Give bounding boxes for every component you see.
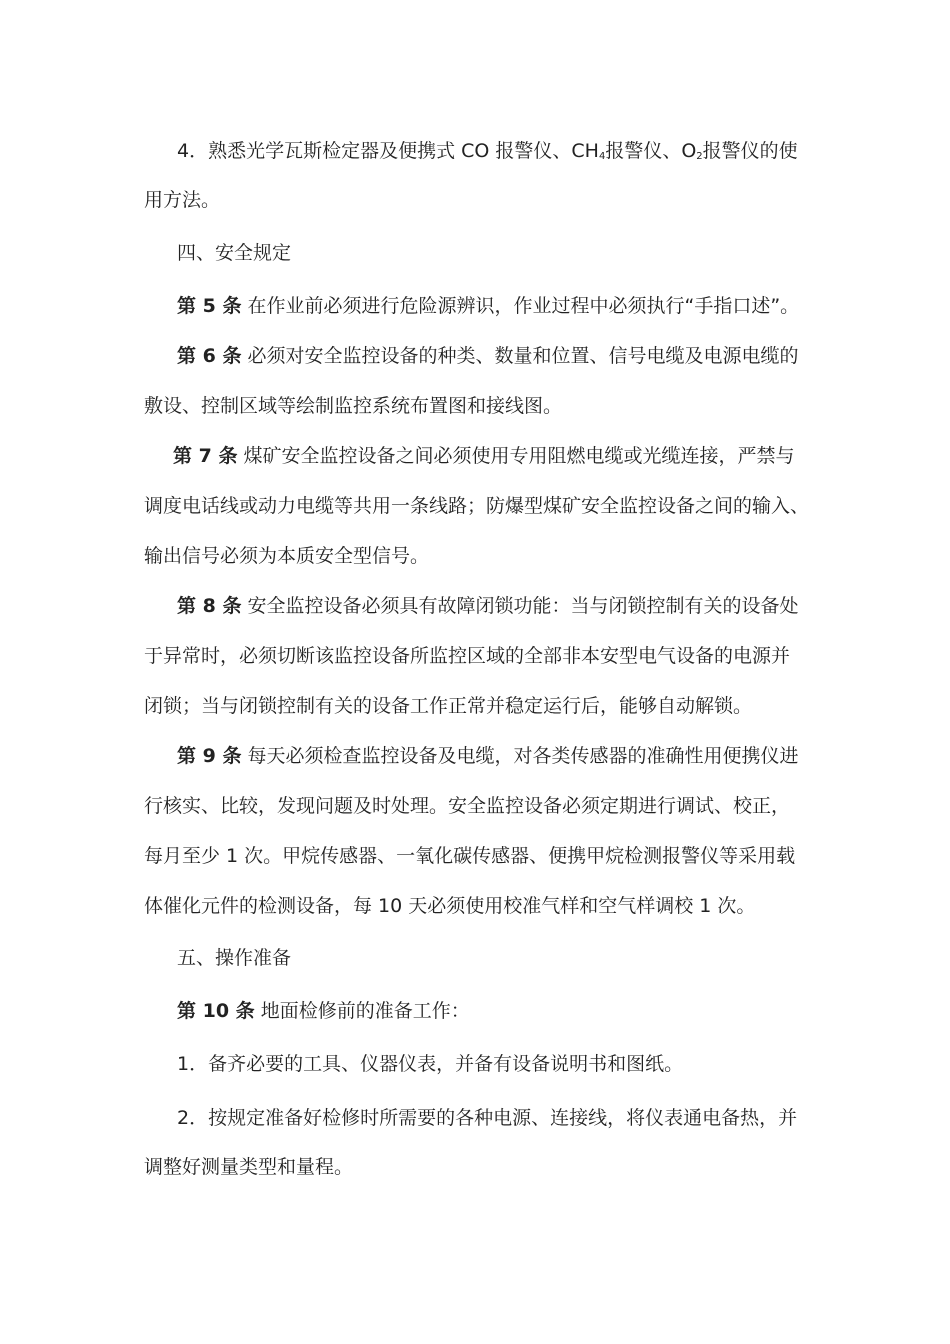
paragraph-line: 体催化元件的检测设备，每 10 天必须使用校准气样和空气样调校 1 次。 [144, 895, 756, 917]
paragraph-line: 调整好测量类型和量程。 [144, 1156, 354, 1178]
subscript-2: 2 [696, 151, 703, 162]
list-item-2: 2．按规定准备好检修时所需要的各种电源、连接线，将仪表通电备热，并 [177, 1107, 798, 1129]
article-label: 第 5 条 [177, 295, 242, 317]
section-heading-safety: 四、安全规定 [177, 242, 292, 264]
article-text: 在作业前必须进行危险源辨识，作业过程中必须执行“手指口述”。 [241, 295, 800, 317]
article-9 [177, 743, 799, 769]
article-label: 第 7 条 [173, 445, 238, 467]
article-label: 第 9 条 [177, 745, 242, 767]
article-8 [177, 593, 799, 619]
article-7 [173, 443, 795, 469]
list-item-1: 1．备齐必要的工具、仪器仪表，并备有设备说明书和图纸。 [177, 1053, 684, 1075]
paragraph-line: 于异常时，必须切断该监控设备所监控区域的全部非本安型电气设备的电源并 [144, 645, 791, 667]
article-10 [177, 998, 470, 1024]
article-text: 必须对安全监控设备的种类、数量和位置、信号电缆及电源电缆的 [241, 345, 799, 367]
section-heading-preparation: 五、操作准备 [177, 947, 292, 969]
article-text: 安全监控设备必须具有故障闭锁功能：当与闭锁控制有关的设备处 [241, 595, 799, 617]
paragraph-line: 输出信号必须为本质安全型信号。 [144, 545, 430, 567]
paragraph-line: 行核实、比较，发现问题及时处理。安全监控设备必须定期进行调试、校正， [144, 795, 791, 817]
article-label: 第 10 条 [177, 1000, 255, 1022]
article-text: 每天必须检查监控设备及电缆，对各类传感器的准确性用便携仪进 [241, 745, 799, 767]
paragraph-line: 每月至少 1 次。甲烷传感器、一氧化碳传感器、便携甲烷检测报警仪等采用载 [144, 845, 796, 867]
article-6 [177, 343, 799, 369]
article-text: 地面检修前的准备工作： [254, 1000, 470, 1022]
text-segment: 4．熟悉光学瓦斯检定器及便携式 CO 报警仪、CH [177, 140, 599, 162]
article-text: 煤矿安全监控设备之间必须使用专用阻燃电缆或光缆连接，严禁与 [237, 445, 795, 467]
article-5 [177, 293, 799, 319]
paragraph-line: 闭锁；当与闭锁控制有关的设备工作正常并稳定运行后，能够自动解锁。 [144, 695, 753, 717]
article-label: 第 8 条 [177, 595, 242, 617]
paragraph-line: 调度电话线或动力电缆等共用一条线路；防爆型煤矿安全监控设备之间的输入、 [144, 495, 810, 517]
subscript-4: 4 [598, 151, 606, 162]
item-4-line [177, 138, 798, 164]
text-segment: 报警仪、O [605, 140, 697, 162]
paragraph-line: 敷设、控制区域等绘制监控系统布置图和接线图。 [144, 395, 563, 417]
text-segment: 报警仪的使 [702, 140, 798, 162]
paragraph-line: 用方法。 [144, 189, 221, 211]
article-label: 第 6 条 [177, 345, 242, 367]
